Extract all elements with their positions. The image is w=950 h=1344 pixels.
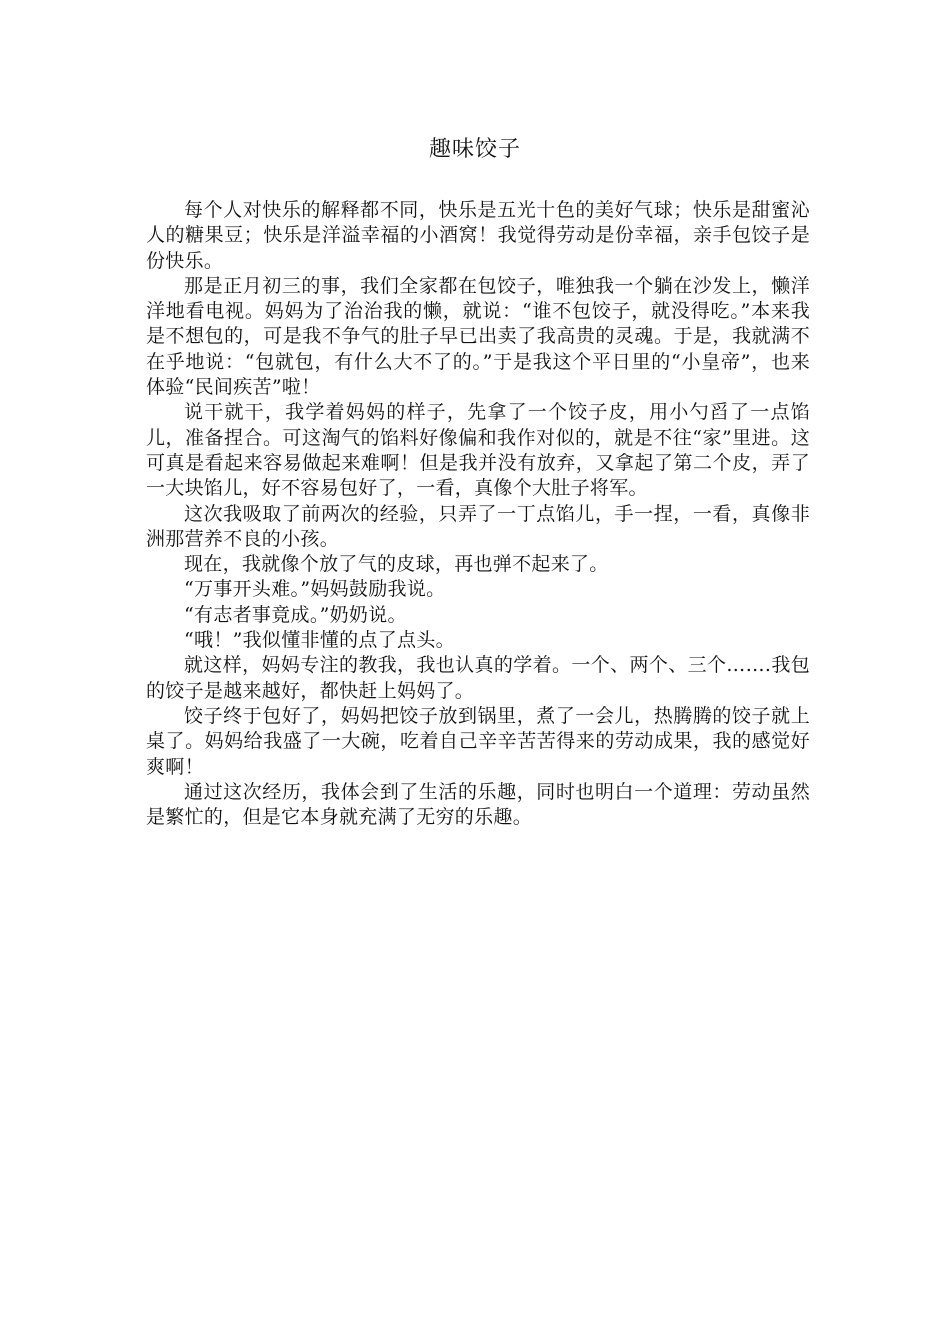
paragraph-discouraged: 现在，我就像个放了气的皮球，再也弹不起来了。 (184, 553, 609, 576)
paragraph-new-year-story: 那是正月初三的事，我们全家都在包饺子，唯独我一个躺在沙发上，懒洋洋地看电视。妈妈为了治治我的懒，就说：“谁不包饺子，就没得吃。”本来我是不想包的，可是我不争气的肚子早已出卖了我高贵的灵魂。于是，我就满不在乎地说：“包就包，有什么大不了的。”于是我这个平日里的“小皇帝”，也来体验“民间疾苦”啦！ (146, 274, 810, 399)
paragraph-conclusion: 通过这次经历，我体会到了生活的乐趣，同时也明白一个道理：劳动虽然是繁忙的，但是它本身就充满了无穷的乐趣。 (146, 780, 810, 829)
paragraph-first-attempt: 说干就干，我学着妈妈的样子，先拿了一个饺子皮，用小勺舀了一点馅儿，准备捏合。可这淘气的馅料好像偏和我作对似的，就是不往“家”里进。这可真是看起来容易做起来难啊！但是我并没有放弃，又拿起了第二个皮，弄了一大块馅儿，好不容易包好了，一看，真像个大肚子将军。 (146, 401, 810, 500)
paragraph-mom-quote: “万事开头难。”妈妈鼓励我说。 (184, 578, 446, 601)
paragraph-cooking: 饺子终于包好了，妈妈把饺子放到锅里，煮了一会儿，热腾腾的饺子就上桌了。妈妈给我盛了一大碗，吃着自己辛辛苦苦得来的劳动成果，我的感觉好爽啊！ (146, 704, 810, 778)
paragraph-intro: 每个人对快乐的解释都不同，快乐是五光十色的美好气球；快乐是甜蜜沁人的糖果豆；快乐是洋溢幸福的小酒窝！我觉得劳动是份幸福，亲手包饺子是份快乐。 (146, 199, 810, 272)
paragraph-second-attempt: 这次我吸取了前两次的经验，只弄了一丁点馅儿，手一捏，一看，真像非洲那营养不良的小孩。 (146, 502, 810, 550)
paragraph-grandma-quote: “有志者事竟成。”奶奶说。 (184, 603, 407, 626)
document-title: 趣味饺子 (428, 137, 521, 162)
document-body (146, 198, 810, 830)
paragraph-response: “哦！”我似懂非懂的点了点头。 (184, 629, 455, 652)
paragraph-learning: 就这样，妈妈专注的教我，我也认真的学着。一个、两个、三个…….我包的饺子是越来越好，都快赶上妈妈了。 (146, 654, 810, 702)
